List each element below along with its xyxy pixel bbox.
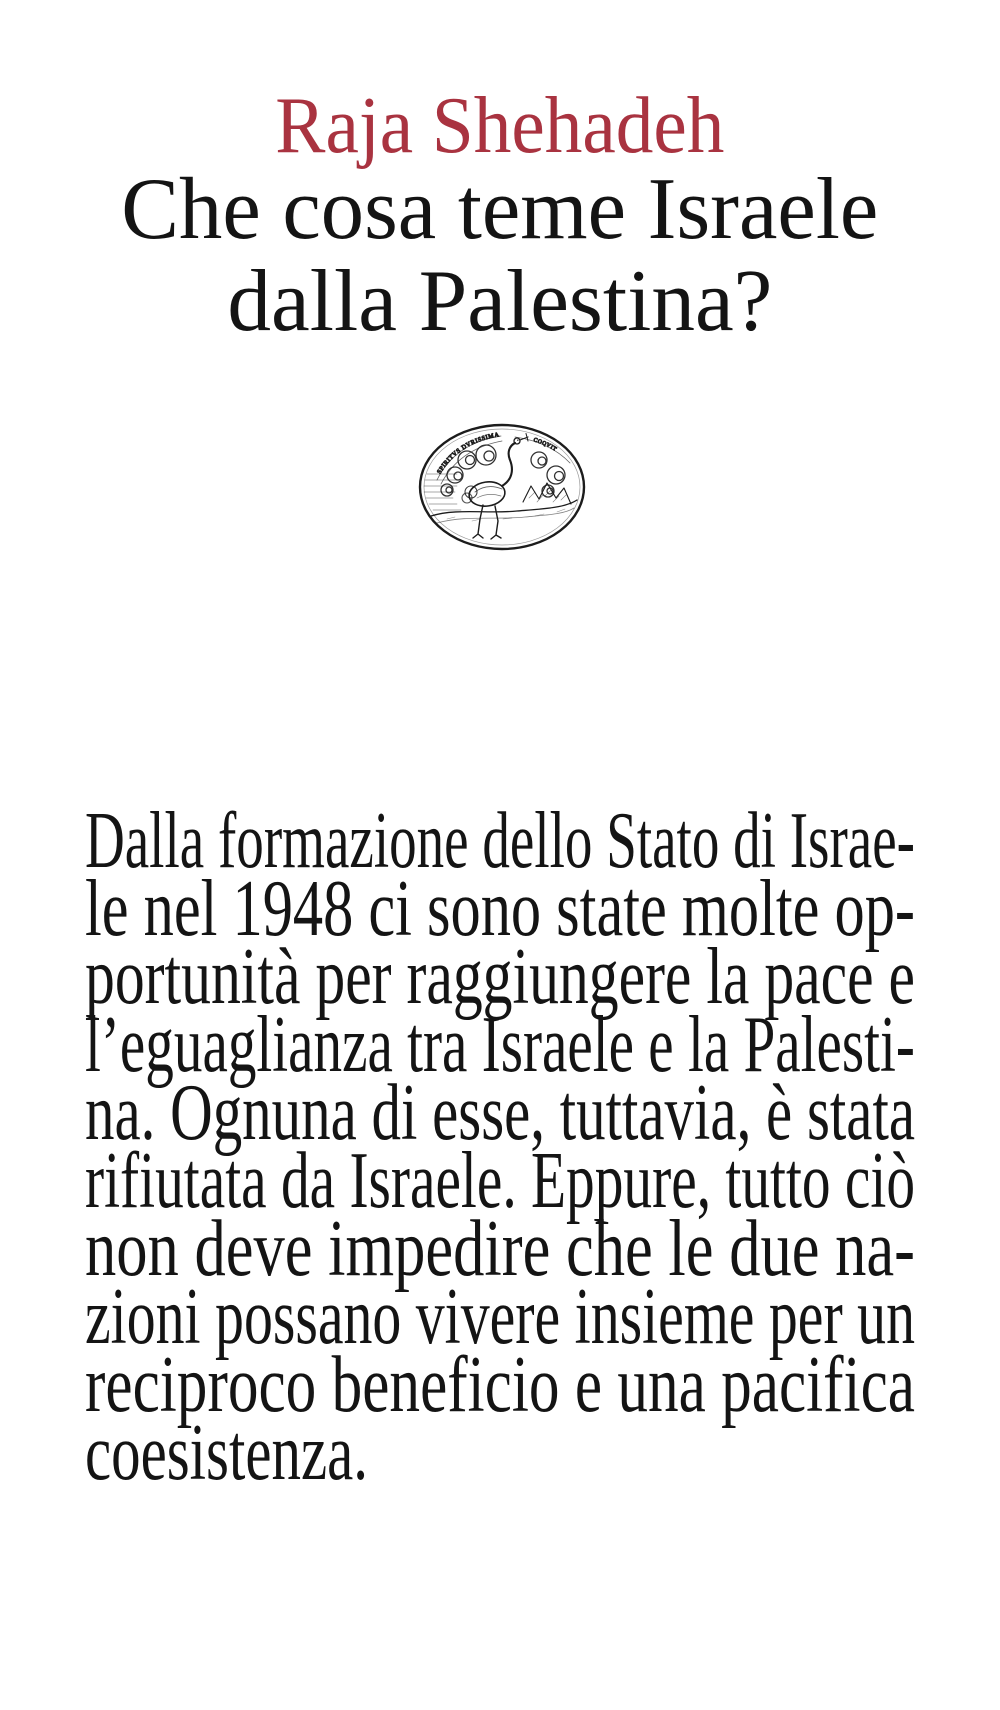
emblem-motto-left-text: SPIRITVS DVRISSIMA [435,431,501,476]
synopsis-line: na. Ognuna di esse, tuttavia, è stata [85,1069,915,1157]
title-line-2: dalla Palestina? [227,253,773,350]
synopsis-line: non deve impedire che le due na- [85,1205,915,1293]
synopsis-line: Dalla formazione dello Stato di Israe- [85,797,915,885]
synopsis-line: rifiutata da Israele. Eppure, tutto ciò [85,1137,916,1225]
ostrich-emblem-icon [417,422,587,552]
synopsis [85,797,916,1497]
synopsis-line: portunità per raggiungere la pace e [85,933,916,1021]
publisher-emblem [417,422,587,552]
author-name [0,82,1000,170]
synopsis-line: le nel 1948 ci sono state molte op- [85,865,915,953]
synopsis-line: l’eguaglianza tra Israele e la Palesti- [85,1001,915,1089]
synopsis-line: zioni possano vivere insieme per un [85,1273,915,1361]
author-name-text: Raja Shehadeh [275,82,725,170]
synopsis-line: reciproco beneficio e una pacifica [85,1341,915,1429]
synopsis-line-last: coesistenza. [85,1409,368,1497]
emblem-motto-right-text: COQVIT [532,437,558,453]
book-title [0,161,1000,350]
title-line-1: Che cosa teme Israele [121,161,879,258]
